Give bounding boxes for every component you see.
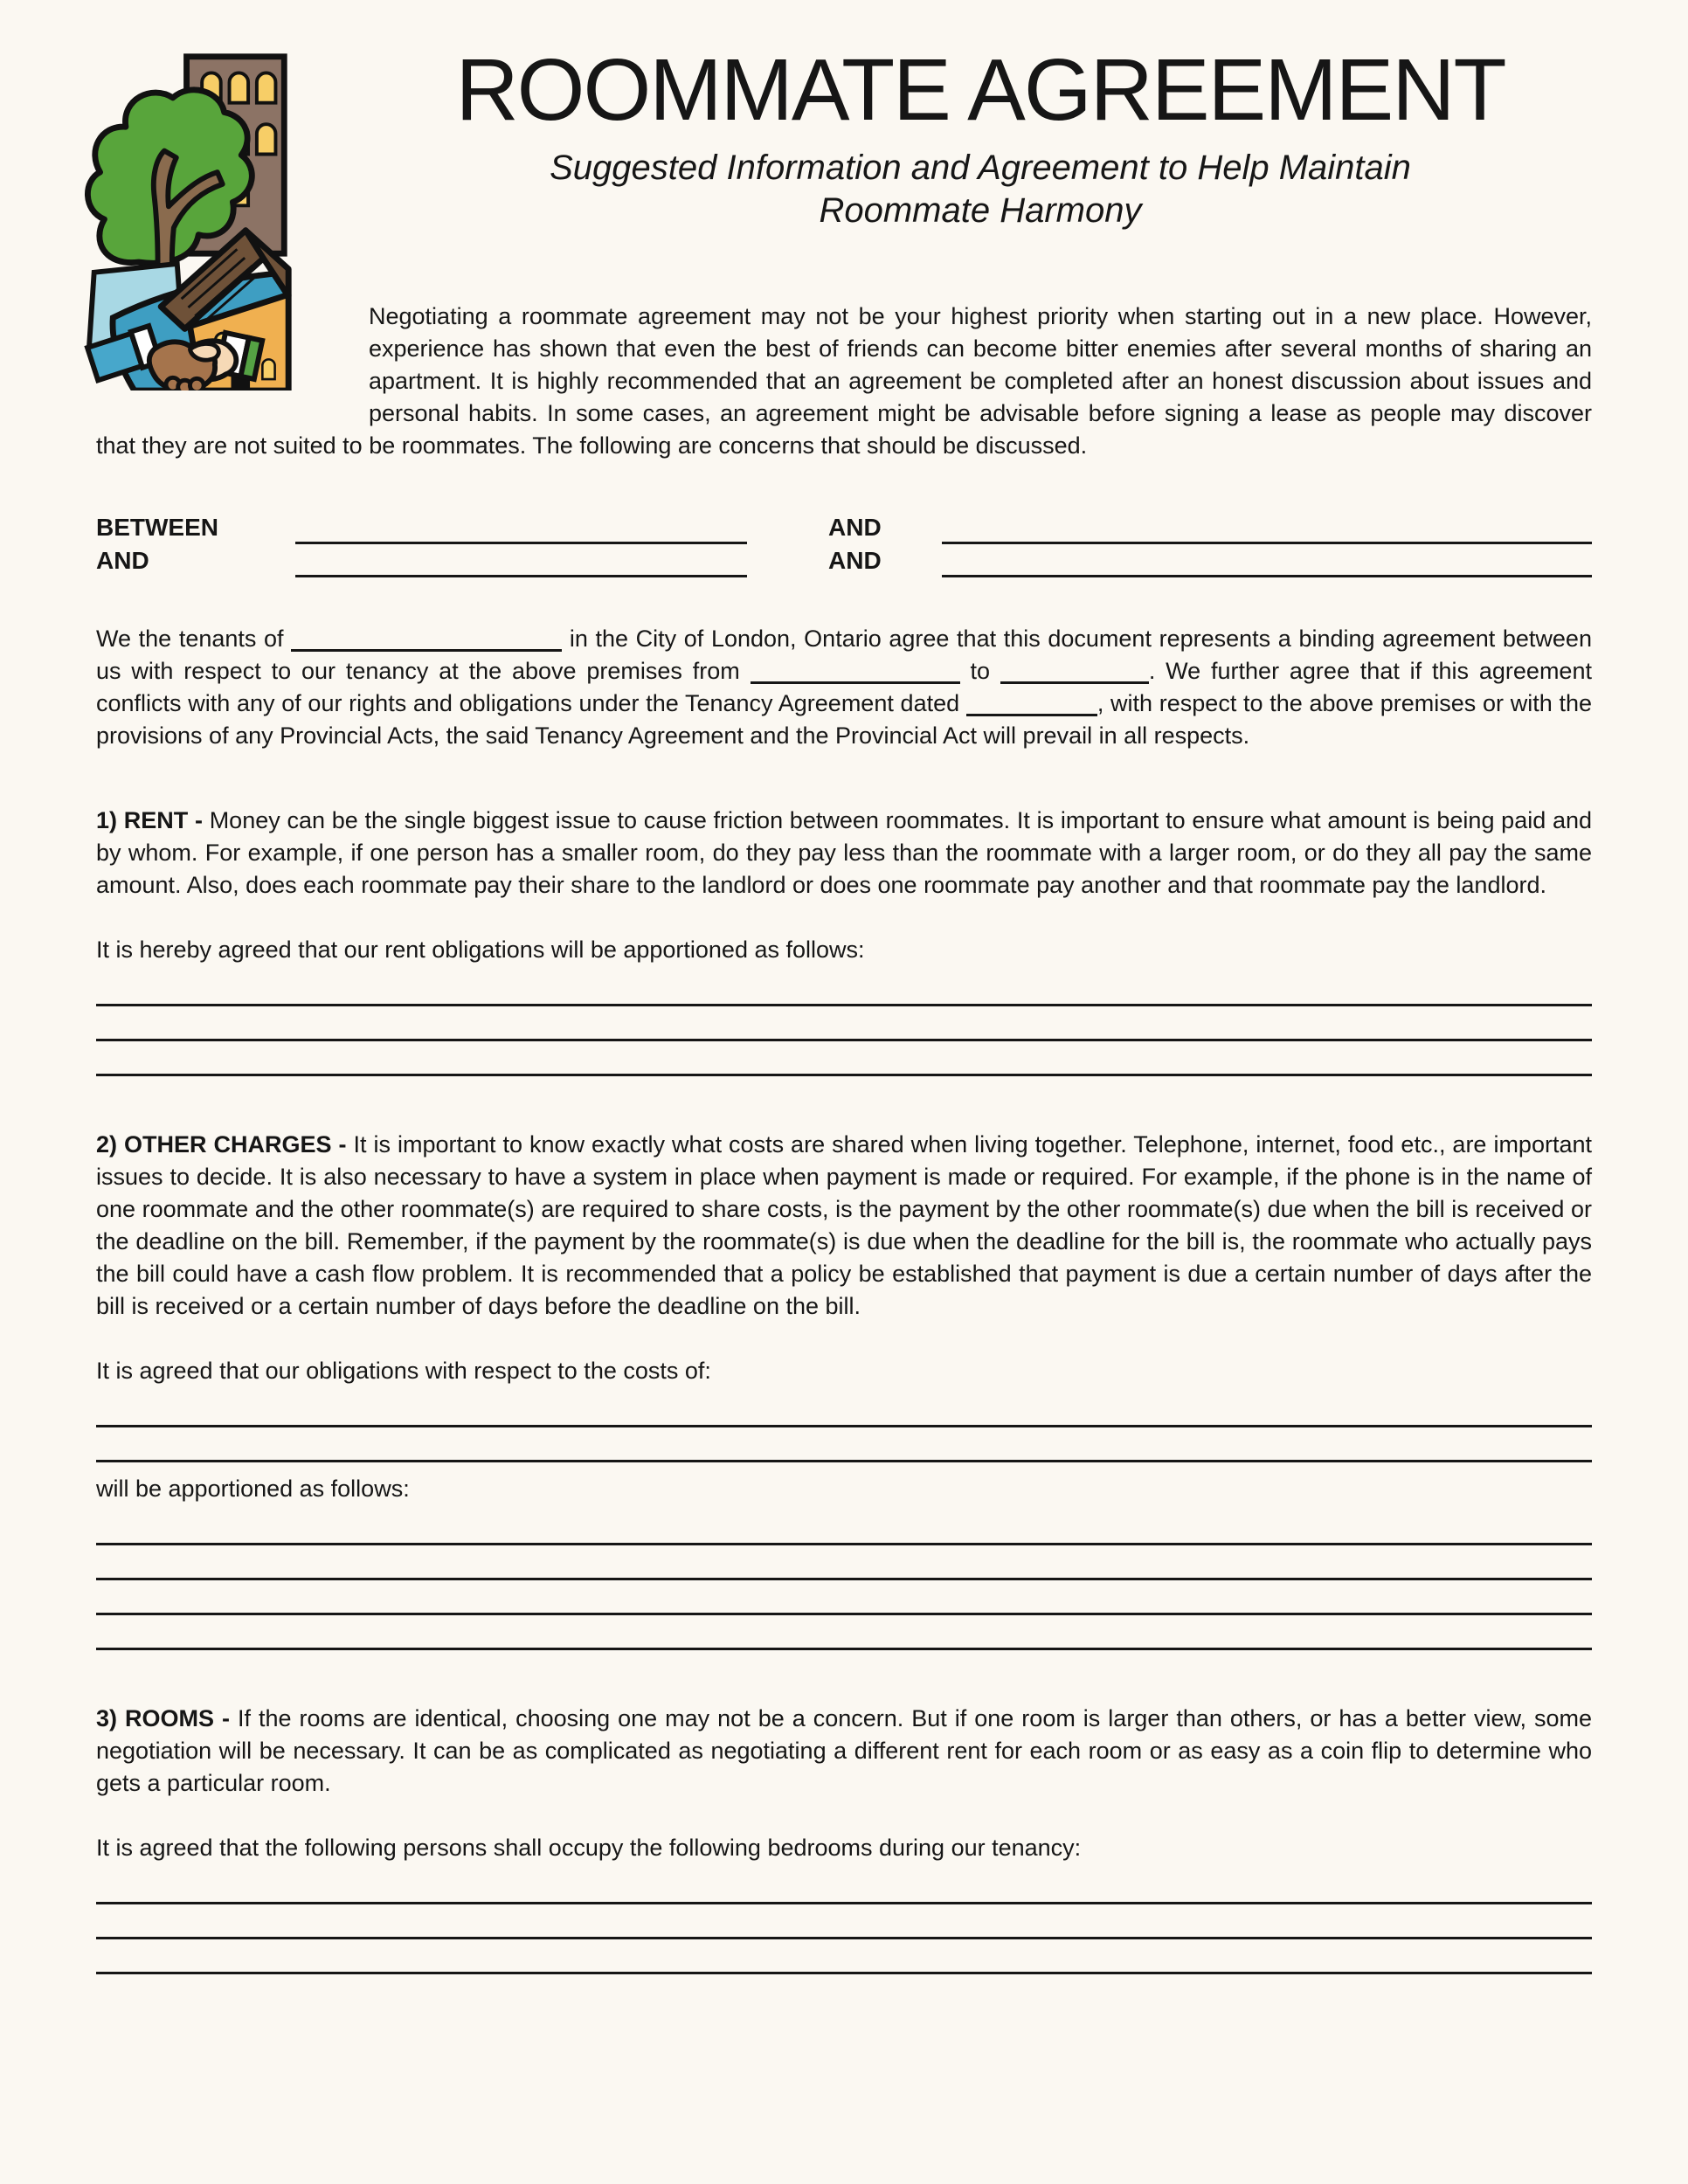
apportioned-line: will be apportioned as follows: [96,1476,410,1503]
page-subtitle [131,147,1592,232]
parties-block [96,511,1592,577]
write-in-line [96,1041,1592,1076]
tenancy-seg2: in the City of London, Ontario agree that this document represents a binding agreement between us with respect to our tenancy at the above premises from [96,625,1592,685]
subtitle-line-1: Suggested Information and Agreement to Help Maintain [550,149,1411,187]
tenancy-seg3: to [970,658,990,685]
write-in-line [96,1006,1592,1041]
section-rent-paragraph [96,805,1592,902]
section-rooms-paragraph [96,1703,1592,1800]
write-in-line [96,971,1592,1006]
rent-write-in-lines [96,971,1592,1076]
section-rent-body: Money can be the single biggest issue to cause friction between roommates. It is important to ensure what amount is being paid and by whom. For example, if one person has a smaller room, do they pay less than the roommate with a larger room, or do they all pay the same amount. Also, does each roommate pay their share to the landlord or does one roommate pay another and that roommate pay the landlord. [96,807,1593,899]
section-rooms [96,1703,1592,1974]
party-name-field-2 [942,514,1592,544]
premises-blank [291,632,562,652]
rooms-agreement-line: It is agreed that the following persons shall occupy the following bedrooms during our tenancy: [96,1835,1082,1862]
and-label-1: AND [828,514,882,542]
term-start-blank [751,664,960,684]
tenancy-seg1: We the tenants of [96,625,284,653]
section-other-charges-paragraph [96,1129,1592,1323]
and-label-2: AND [96,547,149,575]
tenancy-paragraph [96,623,1592,752]
building-house-tree-handshake-clipart [84,48,292,390]
tenancy-seg5: , with respect to the above premises or with the provisions of any Provincial Acts, the said Tenancy Agreement and the Provincial Act will prevail in all respects. [96,690,1592,750]
party-name-field-3 [295,547,747,577]
tenancy-seg4: . We further agree that if this agreement conflicts with any of our rights and obligations under the Tenancy Agreement dated [96,658,1592,717]
and-label-3: AND [828,547,882,575]
write-in-line [96,1545,1592,1580]
write-in-line [96,1427,1592,1462]
section-other-charges-body: It is important to know exactly what costs are shared when living together. Telephone, internet, food etc., are important issues to decide. It is also necessary to have a system in place when payment is made or required. For example, if the phone is in the name of one roommate and the other roommate(s) are required to share costs, is the payment by the other roommate(s) due when the bill is received or the deadline on the bill. Remember, if the payment by the roommate(s) is due when the deadline for the bill is, the roommate who actually pays the bill could have a cash flow problem. It is recommended that a policy be established that payment is due a certain number of days after the bill is received or a certain number of days before the deadline on the bill. [96,1131,1592,1320]
agreement-date-blank [966,696,1097,716]
party-name-field-1 [295,514,747,544]
page-title: ROOMMATE AGREEMENT [455,41,1505,139]
between-label: BETWEEN [96,514,218,542]
write-in-line [96,1510,1592,1545]
apportioned-write-in-lines [96,1510,1592,1650]
write-in-line [96,1939,1592,1974]
costs-write-in-lines [96,1393,1592,1462]
section-rooms-body: If the rooms are identical, choosing one may not be a concern. But if one room is larger than others, or has a better view, some negotiation will be necessary. It can be as complicated as negotiating a different rent for each room or as easy as a coin flip to determine who gets a particular room. [96,1705,1592,1797]
roommate-clipart-logo [84,48,292,390]
write-in-line [96,1580,1592,1615]
term-end-blank [1000,664,1149,684]
party-name-field-4 [942,547,1592,577]
subtitle-line-2: Roommate Harmony [819,191,1142,231]
write-in-line [96,1393,1592,1427]
section-other-charges-heading: 2) OTHER CHARGES - [96,1131,347,1158]
section-rent-heading: 1) RENT - [96,807,203,834]
write-in-line [96,1904,1592,1939]
section-other-charges [96,1129,1592,1650]
section-rooms-heading: 3) ROOMS - [96,1705,230,1732]
write-in-line [96,1870,1592,1904]
section-rent [96,805,1592,1076]
write-in-line [96,1615,1592,1650]
costs-agreement-line: It is agreed that our obligations with respect to the costs of: [96,1358,711,1385]
rent-agreement-line: It is hereby agreed that our rent obligations will be apportioned as follows: [96,936,865,964]
intro-paragraph: Negotiating a roommate agreement may not be your highest priority when starting out in a new place. However, experience has shown that even the best of friends can become bitter enemies after several months of sharing an apartment. It is highly recommended that an agreement be completed after an honest discussion about issues and personal habits. In some cases, an agreement might be advisable before signing a lease as people may discover that they are not suited to be roommates. The following are concerns that should be discussed. [96,303,1592,460]
rooms-write-in-lines [96,1870,1592,1974]
